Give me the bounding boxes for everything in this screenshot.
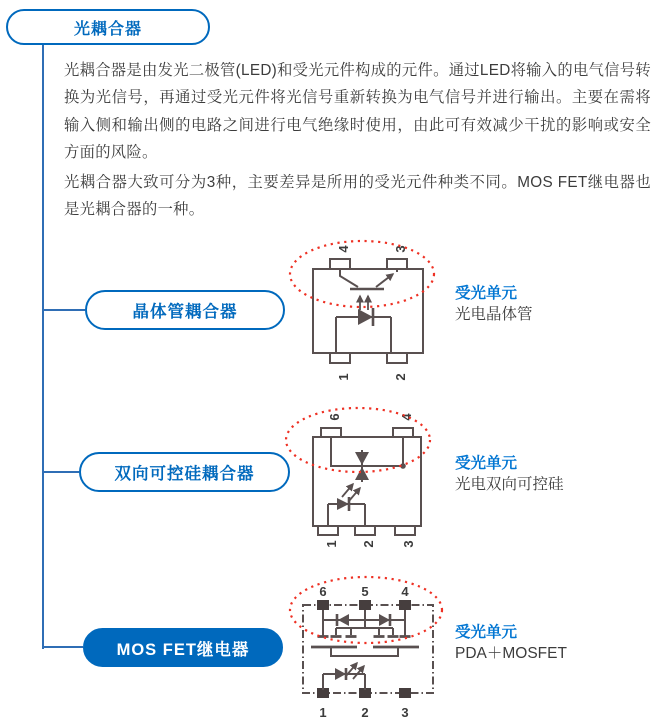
- intro-paragraph-2: 光耦合器大致可分为3种，主要差异是所用的受光元件种类不同。MOS FET继电器也是光耦合器的一种。: [64, 174, 651, 219]
- pin-label: 1: [324, 540, 339, 548]
- page-title-badge: [6, 9, 210, 45]
- badge-triac-coupler[interactable]: [79, 452, 290, 492]
- pin-label: 3: [401, 540, 416, 548]
- pin-label: 1: [336, 373, 351, 381]
- led-symbol: [336, 308, 391, 353]
- badge-transistor-coupler[interactable]: [85, 290, 285, 330]
- badge-triac-coupler-label: 双向可控硅耦合器: [114, 465, 255, 483]
- pin-label: 2: [393, 373, 408, 381]
- transistor-coupler-diagram: [281, 236, 441, 388]
- pin-label: 6: [319, 584, 327, 599]
- unit-title-3: 受光单元: [455, 624, 518, 641]
- unit-desc-2: 光电双向可控硅: [455, 476, 564, 493]
- unit-desc-1: 光电晶体管: [455, 306, 533, 323]
- package-outline: [313, 428, 421, 535]
- phototriac-symbol: [331, 437, 406, 482]
- badge-mosfet-relay[interactable]: [83, 628, 283, 667]
- pin-label: 6: [327, 413, 342, 421]
- pin-label: 4: [336, 245, 351, 253]
- tree-branch-3: [44, 646, 83, 648]
- badge-mosfet-relay-label: MOS FET继电器: [116, 640, 250, 659]
- badge-transistor-coupler-label: 晶体管耦合器: [132, 303, 238, 321]
- pin-label: 2: [361, 705, 369, 720]
- tree-trunk-line: [42, 42, 44, 649]
- tree-branch-2: [44, 471, 79, 473]
- pin-label: 1: [319, 705, 327, 720]
- mosfet-relay-diagram: [278, 570, 445, 723]
- pin-label: 4: [401, 584, 409, 599]
- intro-paragraph-1: 光耦合器是由发光二极管(LED)和受光元件构成的元件。通过LED将输入的电气信号转换为光信号，再通过受光元件将光信号重新转换为电气信号并进行输出。主要在需将输入侧和输出侧的电路之间进行电气绝缘时使用，由此可有效减少干扰的影响或安全方面的风险。: [64, 62, 651, 162]
- pin-label: 3: [401, 705, 409, 720]
- pin-label: 3: [393, 245, 408, 253]
- triac-coupler-diagram: [278, 404, 440, 554]
- page-title: 光耦合器: [73, 20, 142, 38]
- highlight-ellipse: [290, 241, 434, 307]
- pin-label: 2: [361, 540, 376, 548]
- pin-label: 4: [399, 413, 414, 421]
- mosfet-pair-symbol: [311, 610, 419, 656]
- phototransistor-symbol: [340, 269, 397, 289]
- unit-desc-3: PDA＋MOSFET: [455, 645, 567, 662]
- led-symbol: [328, 497, 365, 526]
- pin-label: 5: [361, 584, 369, 599]
- package-outline: [313, 259, 423, 363]
- tree-branch-1: [44, 309, 85, 311]
- light-arrows: [342, 484, 360, 501]
- light-arrows: [346, 663, 364, 679]
- unit-title-1: 受光单元: [455, 285, 518, 302]
- unit-title-2: 受光单元: [455, 455, 518, 472]
